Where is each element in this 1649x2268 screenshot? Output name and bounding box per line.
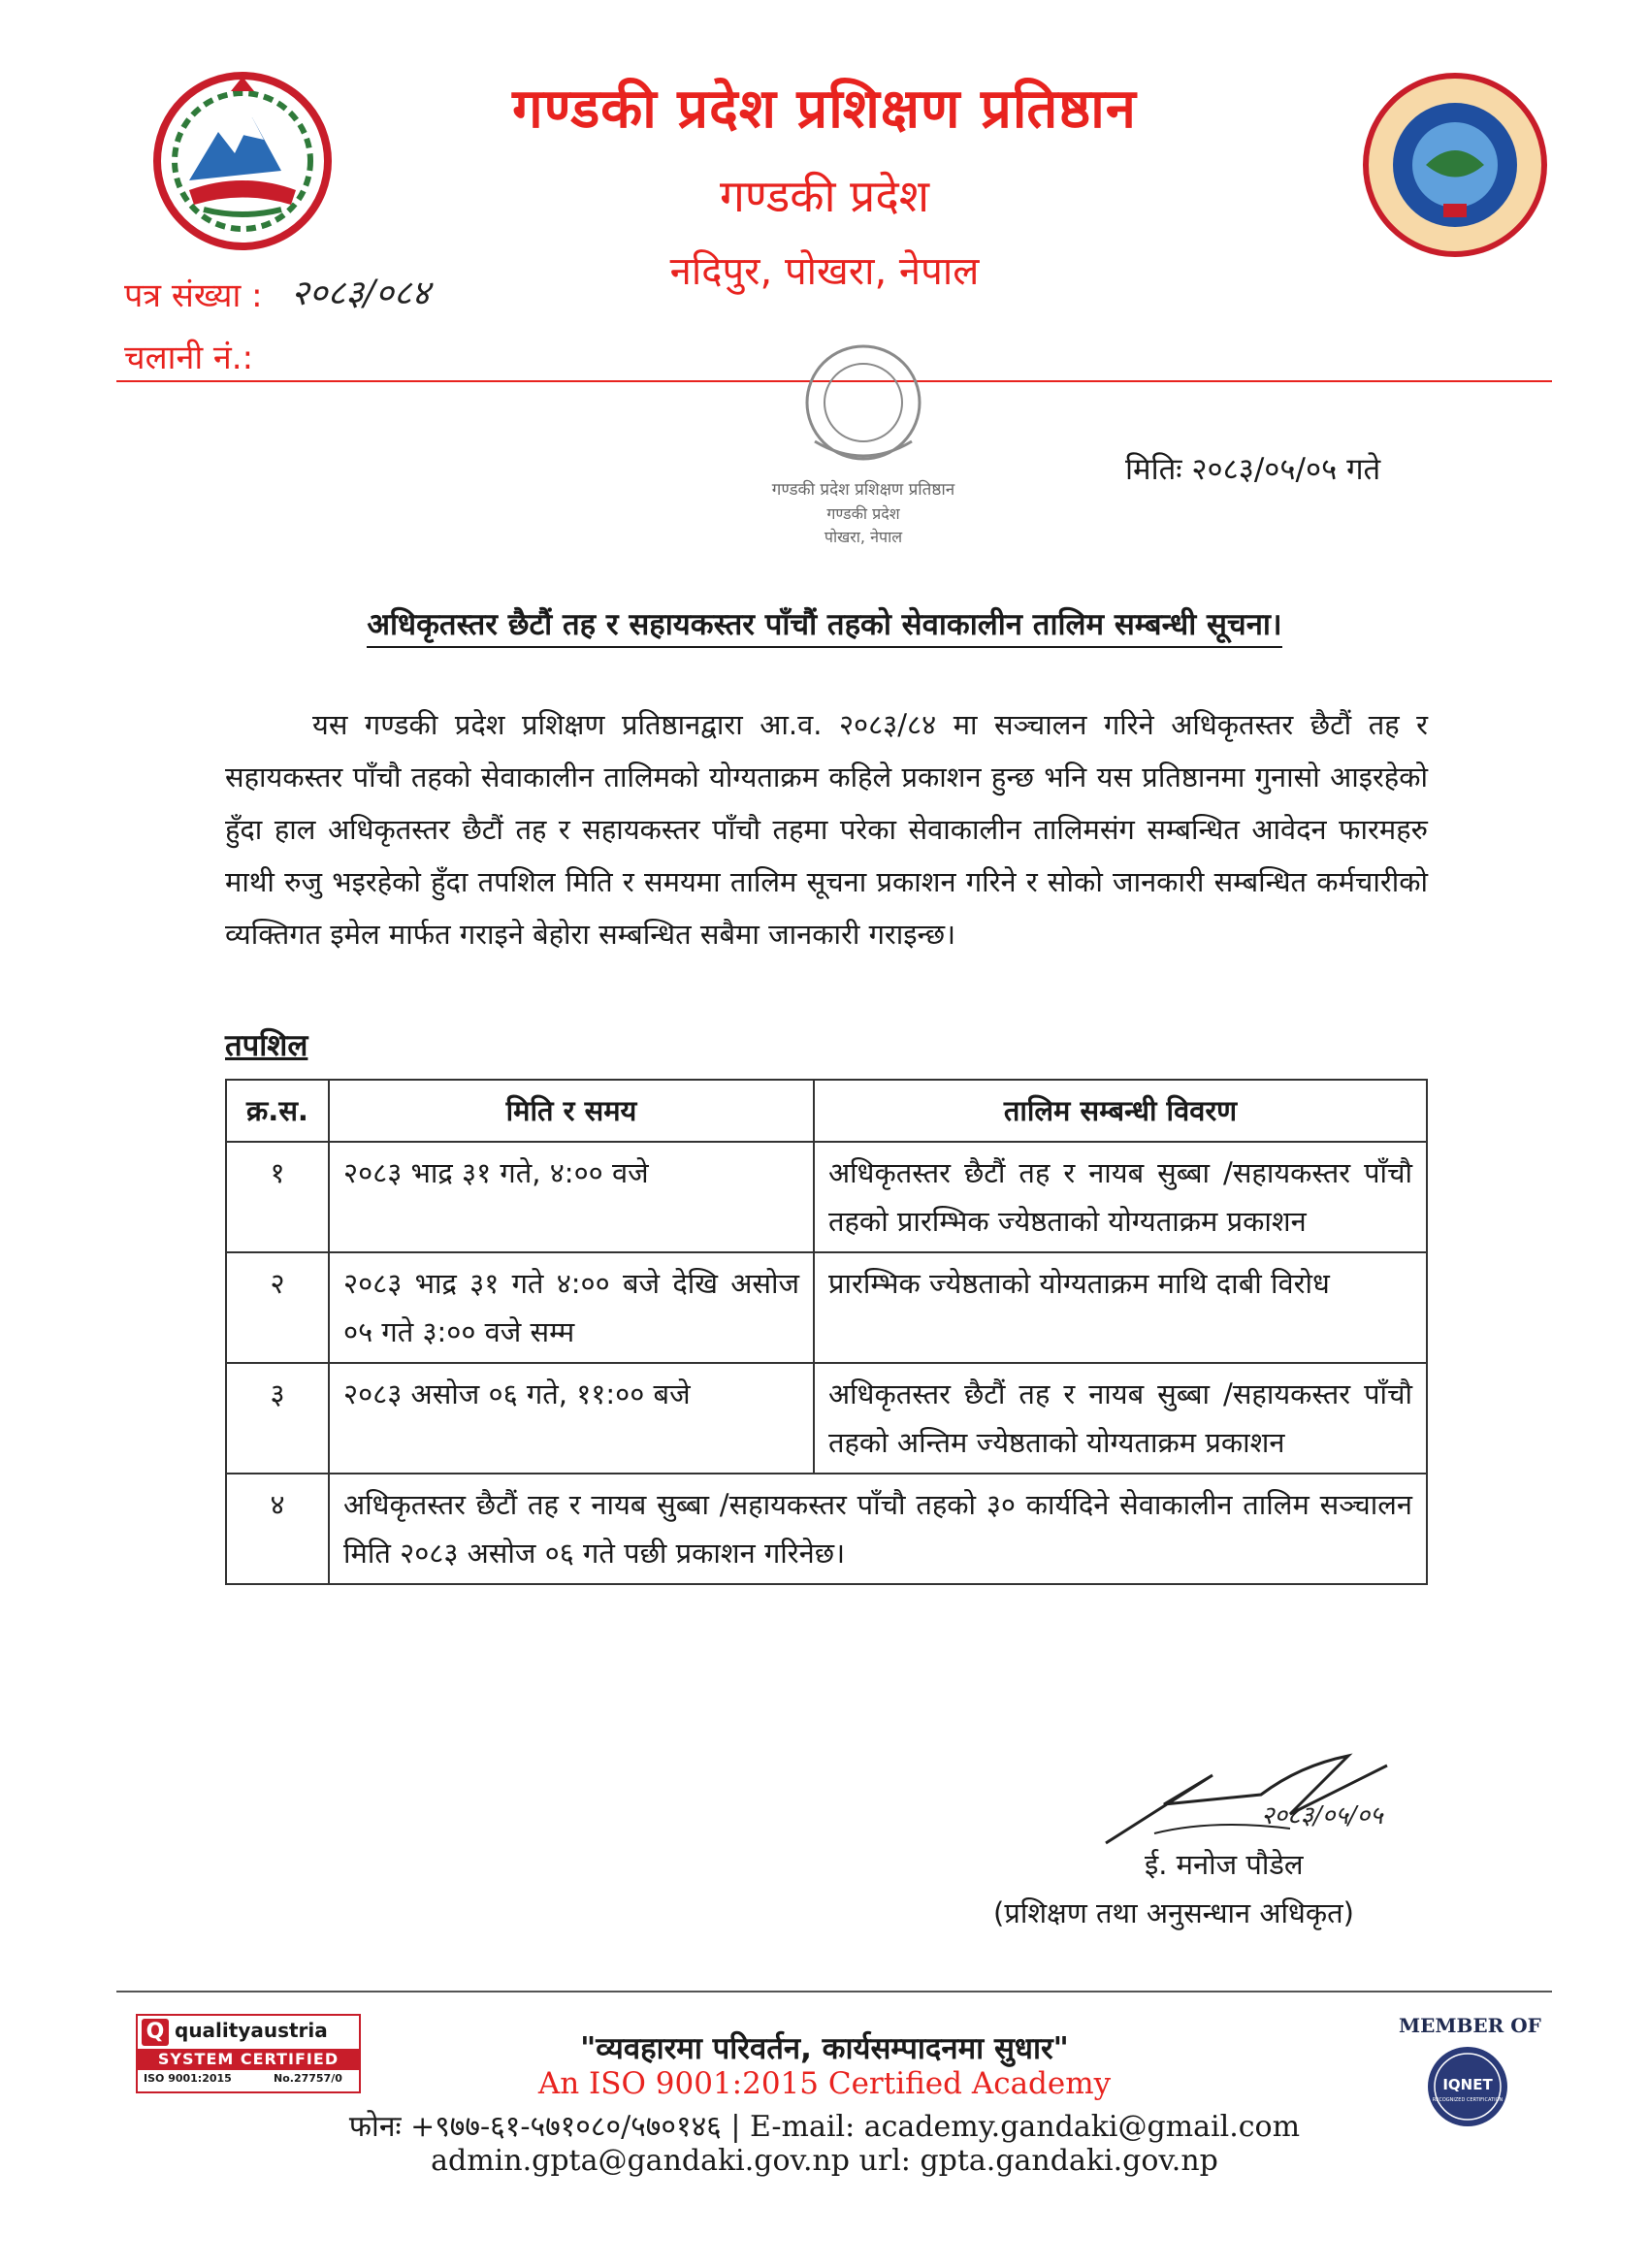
dispatch-number-label: चलानी नं.: <box>124 339 254 377</box>
system-certified-label: SYSTEM CERTIFIED <box>138 2049 359 2070</box>
row-description: प्रारम्भिक ज्येष्ठताको योग्यताक्रम माथि दाबी विरोध <box>814 1252 1427 1363</box>
office-stamp <box>747 325 980 567</box>
handwritten-signature <box>1096 1727 1484 1863</box>
qa-iso-label: ISO 9001:2015 <box>144 2072 232 2085</box>
footer-contact: फोनः +९७७-६१-५७१०८०/५७०१४६ | E-mail: academy.gandaki@gmail.com <box>348 2110 1301 2144</box>
schedule-table <box>225 1079 1428 1585</box>
notice-body: यस गण्डकी प्रदेश प्रशिक्षण प्रतिष्ठानद्वारा आ.व. २०८३/८४ मा सञ्चालन गरिने अधिकृतस्तर छैटौं तह र सहायकस्तर पाँचौ तहको सेवाकालीन तालिमको योग्यताक्रम कहिले प्रकाशन हुन्छ भनि यस प्रतिष्ठानमा गुनासो आइरहेको हुँदा हाल अधिकृतस्तर छैटौं तह र सहायकस्तर पाँचौ तहमा परेका सेवाकालीन तालिमसंग सम्बन्धित आवेदन फारमहरु माथी रुजु भइरहेको हुँदा तपशिल मिति र समयमा तालिम सूचना प्रकाशन गरिने र सोको जानकारी सम्बन्धित कर्मचारीको व्यक्तिगत इमेल मार्फत गराइने बेहोरा सम्बन्धित सबैमा जानकारी गराइन्छ। <box>225 708 1428 951</box>
iqnet-badge <box>1426 2045 1509 2128</box>
quality-austria-q-logo: Q <box>142 2019 169 2046</box>
notice-heading-text: अधिकृतस्तर छैटौं तह र सहायकस्तर पाँचौं तहको सेवाकालीन तालिम सम्बन्धी सूचना। <box>367 607 1281 648</box>
reference-number-label: पत्र संख्या : <box>124 276 263 315</box>
org-address: नदिपुर, पोखरा, नेपाल <box>669 249 980 294</box>
header-sn: क्र.स. <box>226 1080 329 1142</box>
signature-date: २०८३/०५/०५ <box>1261 1801 1383 1831</box>
row-sn: २ <box>226 1252 329 1363</box>
notice-heading <box>0 603 1649 644</box>
signer-name: ई. मनोज पौडेल <box>1145 1848 1304 1881</box>
row-sn: ४ <box>226 1474 329 1584</box>
letter-date: मितिः २०८३/०५/०५ गते <box>1125 452 1381 487</box>
stamp-line-2: गण्डकी प्रदेश <box>826 504 900 523</box>
row-sn: ३ <box>226 1363 329 1474</box>
signer-title: (प्रशिक्षण तथा अनुसन्धान अधिकृत) <box>993 1896 1354 1929</box>
member-of-label: MEMBER OF <box>1399 2014 1541 2037</box>
table-row <box>226 1142 1427 1252</box>
qa-cert-number: No.27757/0 <box>274 2072 342 2085</box>
iqnet-name: IQNET <box>1442 2076 1493 2093</box>
details-label: तपशिल <box>225 1028 308 1063</box>
row-merged-description: अधिकृतस्तर छैटौं तह र नायब सुब्बा /सहायकस्तर पाँचौ तहको ३० कार्यदिने सेवाकालीन तालिम सञ्चालन मिति २०८३ असोज ०६ गते पछी प्रकाशन गरिनेछ। <box>329 1474 1427 1584</box>
iqnet-sub: RECOGNIZED CERTIFICATION <box>1432 2097 1504 2103</box>
header-datetime: मिति र समय <box>329 1080 814 1142</box>
row-datetime: २०८३ असोज ०६ गते, ११:०० बजे <box>329 1363 814 1474</box>
row-sn: १ <box>226 1142 329 1252</box>
table-row <box>226 1363 1427 1474</box>
quality-austria-name: qualityaustria <box>175 2019 328 2042</box>
footer-iso-line: An ISO 9001:2015 Certified Academy <box>537 2066 1112 2101</box>
reference-number-value: २०८३/०८४ <box>291 274 431 313</box>
stamp-line-3: पोखरा, नेपाल <box>824 528 903 546</box>
stamp-line-1: गण्डकी प्रदेश प्रशिक्षण प्रतिष्ठान <box>771 480 955 500</box>
row-datetime: २०८३ भाद्र ३१ गते ४:०० बजे देखि असोज ०५ गते ३:०० वजे सम्म <box>329 1252 814 1363</box>
table-row <box>226 1252 1427 1363</box>
header-description: तालिम सम्बन्धी विवरण <box>814 1080 1427 1142</box>
row-description: अधिकृतस्तर छैटौं तह र नायब सुब्बा /सहायकस्तर पाँचौ तहको अन्तिम ज्येष्ठताको योग्यताक्रम प्रकाशन <box>814 1363 1427 1474</box>
table-header-row <box>226 1080 1427 1142</box>
row-description: अधिकृतस्तर छैटौं तह र नायब सुब्बा /सहायकस्तर पाँचौ तहको प्रारम्भिक ज्येष्ठताको योग्यताक्रम प्रकाशन <box>814 1142 1427 1252</box>
footer-divider <box>116 1991 1552 1993</box>
row-datetime: २०८३ भाद्र ३१ गते, ४:०० वजे <box>329 1142 814 1252</box>
footer-motto: "व्यवहारमा परिवर्तन, कार्यसम्पादनमा सुधार" <box>580 2031 1069 2066</box>
table-row <box>226 1474 1427 1584</box>
footer-web: admin.gpta@gandaki.gov.np url: gpta.gandaki.gov.np <box>431 2144 1218 2178</box>
org-title: गण्डकी प्रदेश प्रशिक्षण प्रतिष्ठान <box>512 78 1137 141</box>
org-province: गण्डकी प्रदेश <box>719 170 930 222</box>
